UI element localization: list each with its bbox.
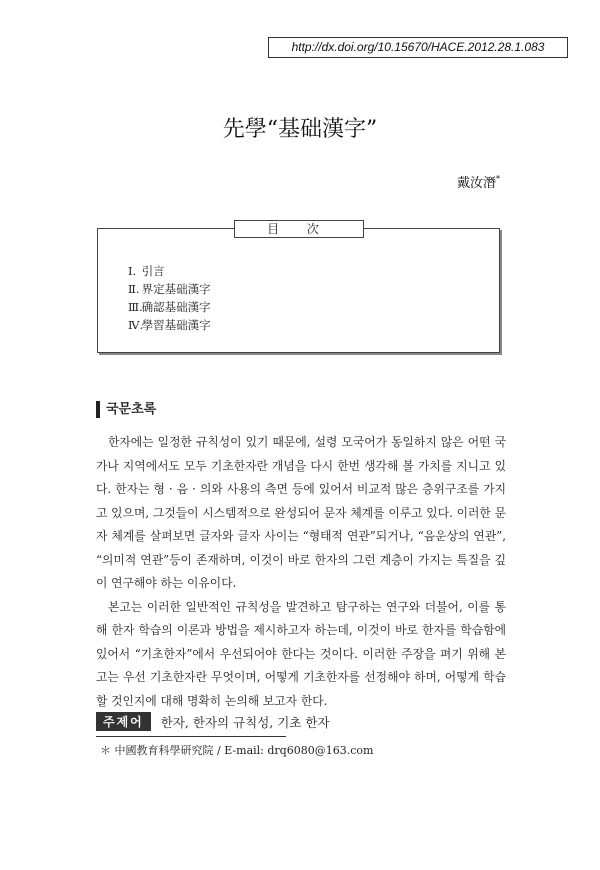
toc-item-label: 引言 (141, 264, 165, 278)
toc-item-number: Ⅲ. (128, 300, 143, 314)
toc-item-label: 學習基础漢字 (141, 318, 211, 332)
toc-item (128, 316, 211, 334)
toc-item-number: Ⅳ. (128, 318, 144, 332)
toc-item (128, 298, 211, 316)
toc-item-number: Ⅱ. (128, 282, 140, 296)
keywords (96, 712, 330, 731)
footnote-divider (96, 736, 286, 737)
keywords-label: 주제어 (96, 712, 151, 731)
keywords-text: 한자, 한자의 규칙성, 기초 한자 (160, 714, 330, 730)
footnote: ＊ 中國教育科學研究院 / E-mail: drq6080@163.com (100, 744, 374, 757)
abstract-body (96, 431, 506, 713)
abstract-paragraph: 한자에는 일정한 규칙성이 있기 때문에, 설령 모국어가 동일하지 않은 어떤 국가나 지역에서도 모두 기초한자란 개념을 다시 한번 생각해 볼 가치를 지니고 있다. 한자는 형 · 음 · 의와 사용의 측면 등에 있어서 비교적 많은 층위구조를 가지고 있으며, 그것들이 시스템적으로 완성되어 문자 체계를 이루고 있다. 이러한 문자 체계를 살펴보면 글자와 글자 사이는 “형태적 연관”되거나, “음운상의 연관”, “의미적 연관”등이 존재하며, 이것이 바로 한자의 그런 계층이 가지는 특질을 깊이 연구해야 하는 이유이다. (96, 435, 506, 590)
author-footnote-mark: * (496, 174, 500, 184)
doi-link[interactable]: http://dx.doi.org/10.15670/HACE.2012.28.1.083 (268, 37, 568, 58)
toc-list (128, 262, 211, 334)
author (457, 172, 500, 191)
author-name: 戴汝潛 (456, 176, 496, 191)
toc-item-label: 界定基础漢字 (141, 282, 211, 296)
toc-item-number: Ⅰ. (128, 264, 137, 278)
toc-heading: 目 次 (234, 220, 364, 238)
paper-title: 先學“基础漢字” (222, 117, 378, 142)
abstract-heading: 국문초록 (96, 401, 156, 418)
table-of-contents (97, 222, 500, 353)
toc-item (128, 280, 211, 298)
abstract-paragraph: 본고는 이러한 일반적인 규칙성을 발견하고 탐구하는 연구와 더불어, 이를 통해 한자 학습의 이론과 방법을 제시하고자 하는데, 이것이 바로 한자를 학습함에 있어서 “기초한자”에서 우선되어야 한다는 것이다. 이러한 주장을 펴기 위해 본고는 우선 기초한자란 무엇이며, 어떻게 기초한자를 선정해야 하며, 어떻게 학습할 것인지에 대해 명확히 논의해 보고자 한다. (96, 599, 506, 708)
toc-item-label: 确認基础漢字 (141, 300, 211, 314)
toc-item (128, 262, 211, 280)
